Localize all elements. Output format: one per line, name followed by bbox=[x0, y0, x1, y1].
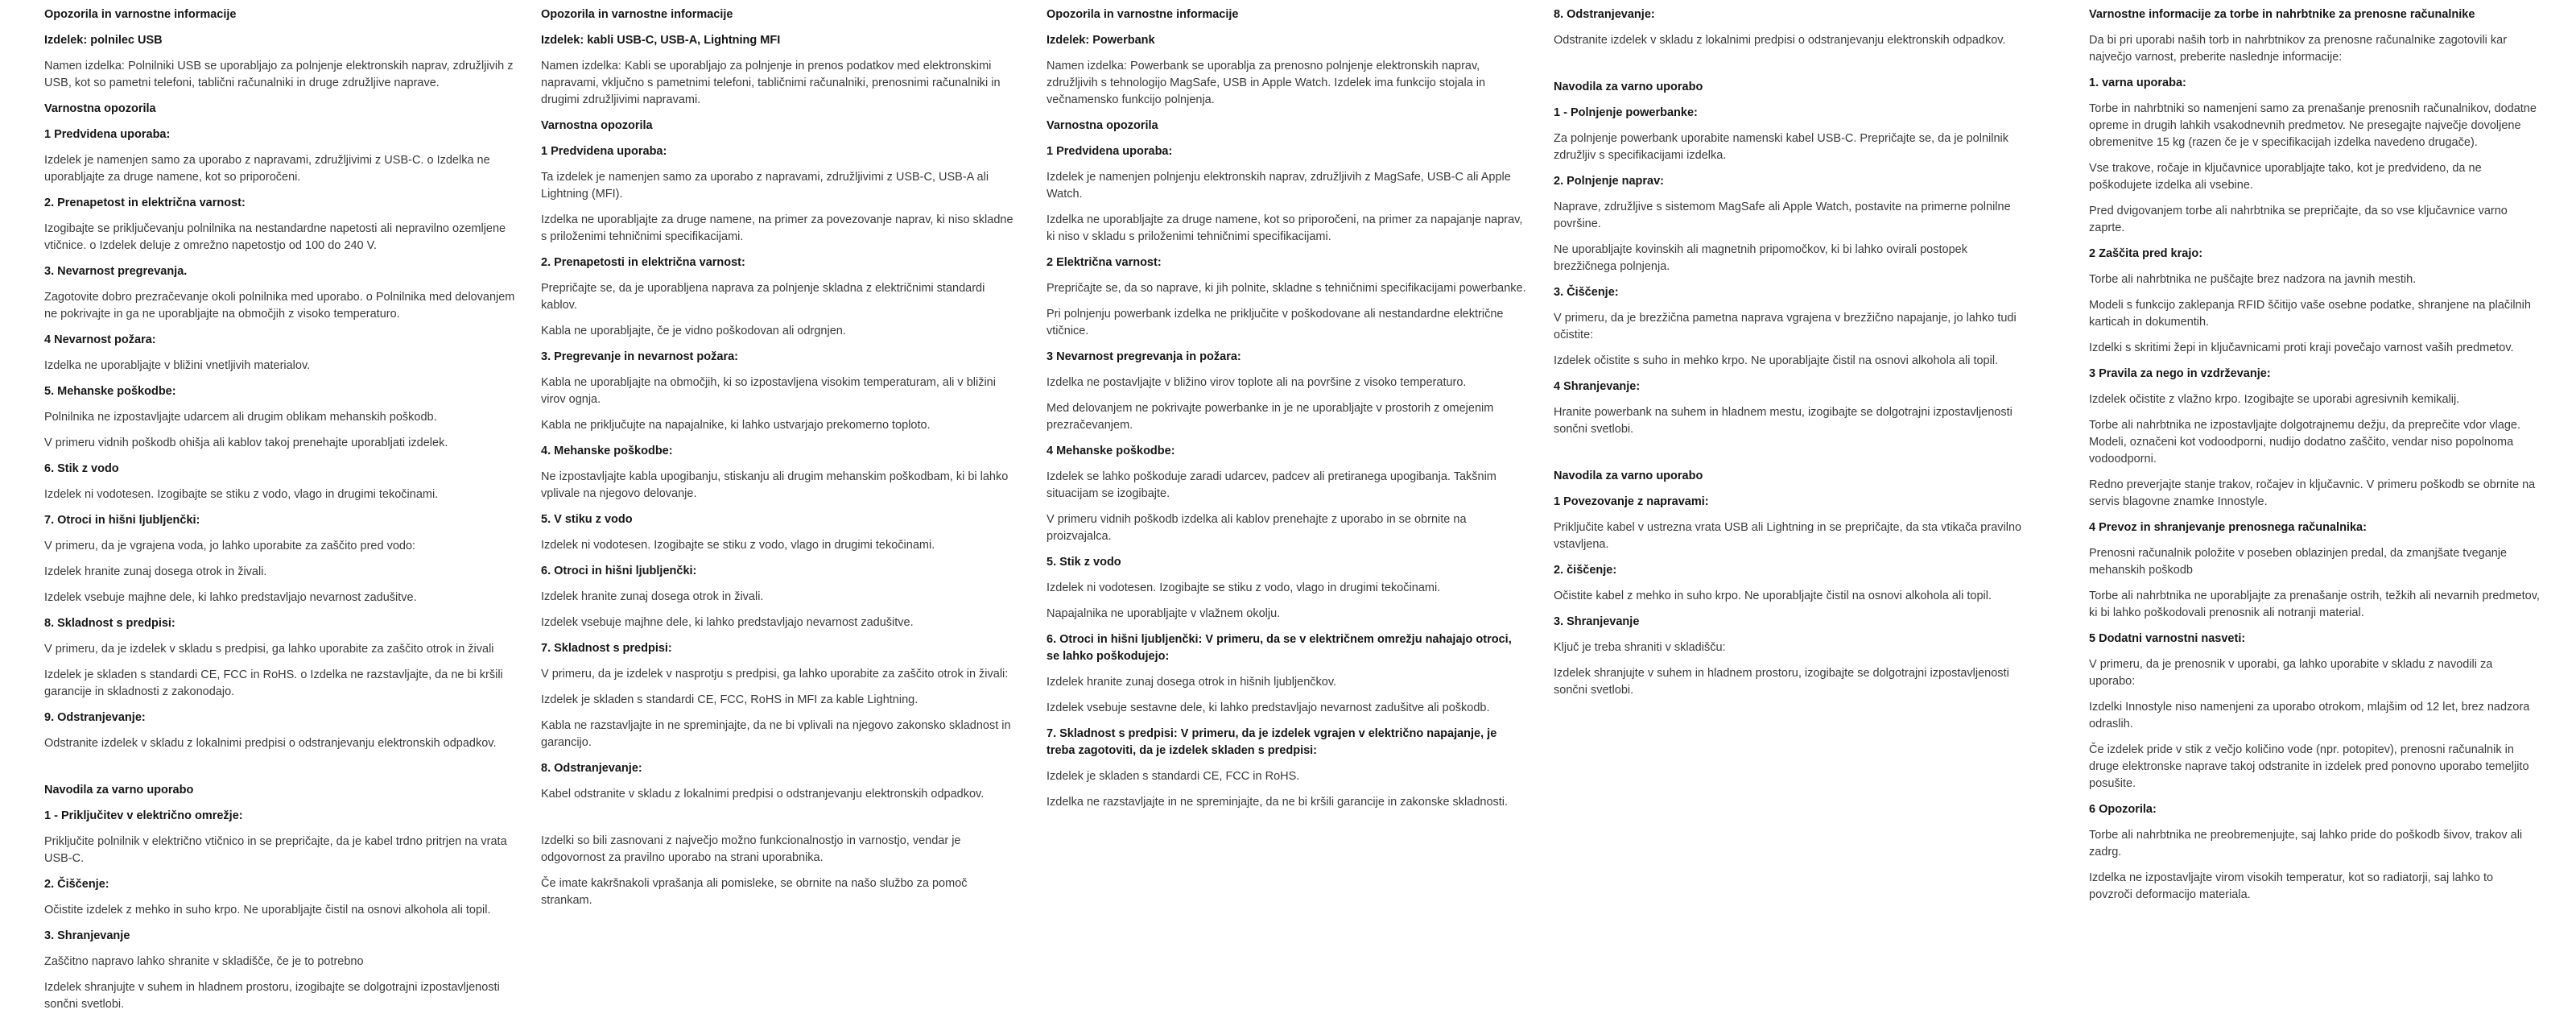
paragraph: Izdelek je namenjen polnjenju elektronskih naprav, združljivih z MagSafe, USB-C ali Apple Watch. bbox=[1046, 171, 1511, 201]
section-heading: 6. Stik z vodo bbox=[44, 462, 119, 475]
paragraph: Polnilnika ne izpostavljajte udarcem ali drugim oblikam mehanskih poškodb. bbox=[44, 411, 437, 424]
section-heading: 4 Shranjevanje: bbox=[1554, 380, 1641, 393]
paragraph: Izdelek očistite s suho in mehko krpo. Ne uporabljajte čistil na osnovi alkohola ali topil. bbox=[1554, 354, 1999, 367]
paragraph: Redno preverjajte stanje trakov, ročajev in ključavnic. V primeru poškodb se obrnite na servis blagovne znamke Innostyle. bbox=[2089, 478, 2536, 508]
paragraph: Torbe in nahrbtniki so namenjeni samo za prenašanje prenosnih računalnikov, dodatne opreme in drugih lahkih vsakodnevnih predmetov. Ne presegajte največje dovoljene obremenitve 15 kg (razen če je v specifikacijah izdelka navedeno drugače). bbox=[2089, 102, 2537, 149]
paragraph: Naprave, združljive s sistemom MagSafe ali Apple Watch, postavite na primerne polnilne površine. bbox=[1554, 201, 2011, 230]
column-powerbank bbox=[1046, 6, 1526, 820]
paragraph: Izdelka ne postavljajte v bližino virov toplote ali na površine z visoko temperaturo. bbox=[1046, 376, 1467, 389]
paragraph: Izdelek ni vodotesen. Izogibajte se stiku z vodo, vlago in drugimi tekočinami. bbox=[44, 488, 439, 501]
paragraph: Očistite izdelek z mehko in suho krpo. Ne uporabljajte čistil na osnovi alkohola ali topil. bbox=[44, 904, 491, 916]
section-heading: Varnostne informacije za torbe in nahrbtnike za prenosne računalnike bbox=[2089, 8, 2475, 21]
section-gap bbox=[44, 761, 518, 782]
section-heading: Izdelek: kabli USB-C, USB-A, Lightning MFI bbox=[541, 34, 781, 47]
section-heading: 8. Odstranjevanje: bbox=[541, 762, 642, 775]
section-heading: 4 Nevarnost požara: bbox=[44, 333, 156, 346]
paragraph: Priključite polnilnik v električno vtičnico in se prepričajte, da je kabel trdno pritrjen na vrata USB-C. bbox=[44, 835, 507, 865]
section-heading: 3. Čiščenje: bbox=[1554, 286, 1619, 299]
paragraph: Vse trakove, ročaje in ključavnice uporabljajte tako, kot je predvideno, da ne poškodujete izdelka ali vsebine. bbox=[2089, 162, 2482, 192]
paragraph: V primeru, da je prenosnik v uporabi, ga lahko uporabite v skladu z navodili za uporabo: bbox=[2089, 658, 2493, 688]
paragraph: Med delovanjem ne pokrivajte powerbanke in je ne uporabljajte v prostorih z omejenim prezračevanjem. bbox=[1046, 402, 1494, 432]
paragraph: Torbe ali nahrbtnika ne puščajte brez nadzora na javnih mestih. bbox=[2089, 273, 2417, 286]
paragraph: Kabla ne uporabljajte, če je vidno poškodovan ali odrgnjen. bbox=[541, 325, 846, 337]
paragraph: Torbe ali nahrbtnika ne izpostavljajte dolgotrajnemu dežju, da preprečite vdor vlage. Modeli, označeni kot vodoodporni, nudijo dodatno zaščito, vendar niso popolnoma vodoodporni. bbox=[2089, 419, 2521, 465]
section-heading: 2. čiščenje: bbox=[1554, 564, 1617, 577]
section-heading: 2 Električna varnost: bbox=[1046, 256, 1162, 269]
paragraph: Izdelka ne uporabljajte za druge namene, kot so priporočeni, na primer za napajanje naprav, ki niso v skladu s priloženimi tehničnimi specifikacijami. bbox=[1046, 213, 1523, 243]
paragraph: V primeru, da je brezžična pametna naprava vgrajena v brezžično napajanje, jo lahko tudi očistite: bbox=[1554, 312, 2017, 341]
section-heading: 5 Dodatni varnostni nasveti: bbox=[2089, 632, 2246, 645]
paragraph: Pred dvigovanjem torbe ali nahrbtnika se prepričajte, da so vse ključavnice varno zaprte. bbox=[2089, 205, 2508, 234]
paragraph: Izdelek shranjujte v suhem in hladnem prostoru, izogibajte se dolgotrajni izpostavljenosti sončni svetlobi. bbox=[44, 981, 500, 1011]
section-heading: 8. Skladnost s predpisi: bbox=[44, 617, 175, 630]
paragraph: V primeru, da je izdelek v skladu s predpisi, ga lahko uporabite za zaščito otrok in živali bbox=[44, 643, 494, 656]
paragraph: Izdelek hranite zunaj dosega otrok in živali. bbox=[44, 565, 267, 578]
paragraph: Če izdelek pride v stik z večjo količino vode (npr. potopitev), prenosni računalnik in druge elektronske naprave takoj odstranite in izdelek pred ponovno uporabo temeljito posušite. bbox=[2089, 743, 2529, 790]
paragraph: Kabla ne priključujte na napajalnike, ki lahko ustvarjajo prekomerno toploto. bbox=[541, 419, 931, 432]
paragraph: Izdelek je skladen s standardi CE, FCC, RoHS in MFI za kable Lightning. bbox=[541, 693, 919, 706]
section-heading: 2. Čiščenje: bbox=[44, 878, 109, 891]
section-gap bbox=[541, 812, 1018, 833]
section-heading: 3. Nevarnost pregrevanja. bbox=[44, 265, 188, 278]
section-heading: 4 Prevoz in shranjevanje prenosnega računalnika: bbox=[2089, 521, 2367, 534]
paragraph: Izdelek je skladen s standardi CE, FCC in RoHS. o Izdelka ne razstavljajte, da ne bi kršili garancije in skladnosti z zakonodajo. bbox=[44, 668, 503, 698]
paragraph: Zagotovite dobro prezračevanje okoli polnilnika med uporabo. o Polnilnika med delovanjem ne pokrivajte in ga ne uporabljajte na območjih z visoko temperaturo. bbox=[44, 291, 515, 321]
section-heading: 2. Prenapetosti in električna varnost: bbox=[541, 256, 745, 269]
paragraph: V primeru vidnih poškodb izdelka ali kablov prenehajte z uporabo in se obrnite na proizvajalca. bbox=[1046, 513, 1467, 543]
paragraph: Namen izdelka: Polnilniki USB se uporabljajo za polnjenje elektronskih naprav, združljivih z USB, kot so pametni telefoni, tablični računalniki in druge združljive naprave. bbox=[44, 60, 514, 89]
column-laptop-bags bbox=[2089, 6, 2540, 912]
paragraph: Zaščitno napravo lahko shranite v skladišče, če je to potrebno bbox=[44, 955, 364, 968]
section-heading: 5. Stik z vodo bbox=[1046, 556, 1121, 569]
paragraph: Izdelek se lahko poškoduje zaradi udarcev, padcev ali pretiranega upogibanja. Takšnim situacijam se izogibajte. bbox=[1046, 470, 1496, 500]
paragraph: Izdelek ni vodotesen. Izogibajte se stiku z vodo, vlago in drugimi tekočinami. bbox=[1046, 581, 1441, 594]
section-heading: 1. varna uporaba: bbox=[2089, 77, 2186, 89]
section-heading: 6. Otroci in hišni ljubljenčki: bbox=[541, 565, 697, 577]
paragraph: Torbe ali nahrbtnika ne uporabljajte za prenašanje ostrih, težkih ali nevarnih predmetov, ki bi lahko poškodovali prenosnik ali notranji material. bbox=[2089, 590, 2540, 619]
column-usb-charger bbox=[44, 6, 518, 1022]
section-heading: 1 - Priključitev v električno omrežje: bbox=[44, 809, 243, 822]
section-heading: Varnostna opozorila bbox=[541, 119, 653, 132]
paragraph: Pri polnjenju powerbank izdelka ne priključite v poškodovane ali nestandardne električne vtičnice. bbox=[1046, 308, 1504, 337]
paragraph: V primeru vidnih poškodb ohišja ali kablov takoj prenehajte uporabljati izdelek. bbox=[44, 437, 448, 449]
paragraph: Odstranite izdelek v skladu z lokalnimi predpisi o odstranjevanju elektronskih odpadkov. bbox=[44, 737, 497, 750]
paragraph: Izdelki s skritimi žepi in ključavnicami proti kraji povečajo varnost vaših predmetov. bbox=[2089, 341, 2514, 354]
section-heading: 5. V stiku z vodo bbox=[541, 513, 633, 526]
section-heading: 3 Pravila za nego in vzdrževanje: bbox=[2089, 367, 2271, 380]
section-heading: 2. Prenapetost in električna varnost: bbox=[44, 197, 246, 209]
paragraph: Izdelek očistite z vlažno krpo. Izogibajte se uporabi agresivnih kemikalij. bbox=[2089, 393, 2460, 406]
section-heading: Izdelek: polnilec USB bbox=[44, 34, 163, 47]
paragraph: Da bi pri uporabi naših torb in nahrbtnikov za prenosne računalnike zagotovili kar največjo varnost, preberite naslednje informacije: bbox=[2089, 34, 2508, 64]
paragraph: Prepričajte se, da je uporabljena naprava za polnjenje skladna z električnimi standardi kablov. bbox=[541, 282, 985, 312]
paragraph: Hranite powerbank na suhem in hladnem mestu, izogibajte se dolgotrajni izpostavljenosti sončni svetlobi. bbox=[1554, 406, 2013, 436]
section-heading: 1 Predvidena uporaba: bbox=[1046, 145, 1173, 158]
section-heading: 7. Otroci in hišni ljubljenčki: bbox=[44, 514, 200, 527]
section-heading: 3. Shranjevanje bbox=[1554, 615, 1640, 628]
paragraph: Izdelka ne razstavljajte in ne spreminjajte, da ne bi kršili garancije in zakonske skladnosti. bbox=[1046, 796, 1509, 809]
section-heading: 1 Predvidena uporaba: bbox=[541, 145, 667, 158]
paragraph: Izdelka ne uporabljajte za druge namene, na primer za povezovanje naprav, ki niso skladne s priloženimi tehničnimi specifikacijami. bbox=[541, 213, 1013, 243]
section-heading: 5. Mehanske poškodbe: bbox=[44, 385, 176, 398]
paragraph: Napajalnika ne uporabljajte v vlažnem okolju. bbox=[1046, 607, 1281, 620]
paragraph: Izdelek hranite zunaj dosega otrok in živali. bbox=[541, 590, 764, 603]
paragraph: Izdelek vsebuje majhne dele, ki lahko predstavljajo nevarnost zadušitve. bbox=[44, 591, 417, 604]
section-heading: Opozorila in varnostne informacije bbox=[44, 8, 237, 21]
paragraph: Očistite kabel z mehko in suho krpo. Ne uporabljajte čistil na osnovi alkohola ali topil. bbox=[1554, 590, 1992, 602]
paragraph: Kabel odstranite v skladu z lokalnimi predpisi o odstranjevanju elektronskih odpadkov. bbox=[541, 788, 985, 801]
column-powerbank-usage bbox=[1554, 6, 2030, 708]
paragraph: Namen izdelka: Kabli se uporabljajo za polnjenje in prenos podatkov med elektronskimi napravami, vključno s pametnimi telefoni, tabličnimi računalniki, prenosnimi računalniki in drugimi združljivimi napravami. bbox=[541, 60, 1001, 106]
paragraph: V primeru, da je vgrajena voda, jo lahko uporabite za zaščito pred vodo: bbox=[44, 540, 416, 552]
section-heading: Izdelek: Powerbank bbox=[1046, 34, 1155, 47]
paragraph: Izdelek je skladen s standardi CE, FCC in RoHS. bbox=[1046, 770, 1300, 783]
paragraph: Izdelek vsebuje majhne dele, ki lahko predstavljajo nevarnost zadušitve. bbox=[541, 616, 914, 629]
section-heading: Varnostna opozorila bbox=[1046, 119, 1158, 132]
section-heading: Navodila za varno uporabo bbox=[44, 784, 194, 796]
paragraph: Izdelek ni vodotesen. Izogibajte se stiku z vodo, vlago in drugimi tekočinami. bbox=[541, 539, 935, 552]
section-heading: 1 - Polnjenje powerbanke: bbox=[1554, 106, 1698, 119]
section-heading: 1 Predvidena uporaba: bbox=[44, 128, 171, 141]
section-heading: Opozorila in varnostne informacije bbox=[1046, 8, 1239, 21]
paragraph: Torbe ali nahrbtnika ne preobremenjujte, saj lahko pride do poškodb šivov, trakov ali zadrg. bbox=[2089, 829, 2523, 859]
paragraph: Modeli s funkcijo zaklepanja RFID ščitijo vaše osebne podatke, shranjene na plačilnih karticah in dokumentih. bbox=[2089, 299, 2531, 329]
section-heading: 1 Povezovanje z napravami: bbox=[1554, 495, 1709, 508]
section-heading: 2. Polnjenje naprav: bbox=[1554, 175, 1664, 188]
paragraph: Kabla ne uporabljajte na območjih, ki so izpostavljena visokim temperaturam, ali v bližini virov ognja. bbox=[541, 376, 996, 406]
section-heading: 6. Otroci in hišni ljubljenčki: V primeru, da se v električnem omrežju nahajajo otroci, se lahko poškodujejo: bbox=[1046, 633, 1512, 663]
section-heading: Varnostna opozorila bbox=[44, 102, 156, 115]
section-heading: 3. Shranjevanje bbox=[44, 929, 130, 942]
paragraph: Izdelek je namenjen samo za uporabo z napravami, združljivimi z USB-C. o Izdelka ne uporabljajte za druge namene, kot so priporočeni. bbox=[44, 154, 490, 184]
section-heading: 3 Nevarnost pregrevanja in požara: bbox=[1046, 350, 1241, 363]
paragraph: Izogibajte se priključevanju polnilnika na nestandardne napetosti ali nepravilno ozemljene vtičnice. o Izdelek deluje z omrežno napetostjo od 100 do 240 V. bbox=[44, 222, 506, 252]
column-cables bbox=[541, 6, 1018, 918]
section-heading: 7. Skladnost s predpisi: bbox=[541, 642, 672, 655]
section-heading: 4 Mehanske poškodbe: bbox=[1046, 445, 1175, 457]
paragraph: Izdelek hranite zunaj dosega otrok in hišnih ljubljenčkov. bbox=[1046, 676, 1337, 689]
paragraph: Priključite kabel v ustrezna vrata USB ali Lightning in se prepričajte, da sta vtikača pravilno vstavljena. bbox=[1554, 521, 2022, 551]
section-heading: 8. Odstranjevanje: bbox=[1554, 8, 1655, 21]
paragraph: Prepričajte se, da so naprave, ki jih polnite, skladne s tehničnimi specifikacijami powerbanke. bbox=[1046, 282, 1526, 295]
paragraph: Odstranite izdelek v skladu z lokalnimi predpisi o odstranjevanju elektronskih odpadkov. bbox=[1554, 34, 2006, 47]
paragraph: Izdelek vsebuje sestavne dele, ki lahko predstavljajo nevarnost zadušitve ali poškodb. bbox=[1046, 701, 1490, 714]
paragraph: V primeru, da je izdelek v nasprotju s predpisi, ga lahko uporabite za zaščito otrok in živali: bbox=[541, 668, 1009, 681]
paragraph: Izdelki so bili zasnovani z največjo možno funkcionalnostjo in varnostjo, vendar je odgovornost za pravilno uporabo na strani uporabnika. bbox=[541, 834, 961, 864]
section-gap bbox=[1554, 447, 2030, 468]
paragraph: Izdelek shranjujte v suhem in hladnem prostoru, izogibajte se dolgotrajni izpostavljenosti sončni svetlobi. bbox=[1554, 667, 2009, 697]
paragraph: Ne izpostavljajte kabla upogibanju, stiskanju ali drugim mehanskim poškodbam, ki bi lahko vplivale na njegovo delovanje. bbox=[541, 470, 1009, 500]
section-heading: 3. Pregrevanje in nevarnost požara: bbox=[541, 350, 738, 363]
paragraph: Izdelka ne izpostavljajte virom visokih temperatur, kot so radiatorji, saj lahko to povzroči deformacijo materiala. bbox=[2089, 871, 2494, 901]
section-heading: Opozorila in varnostne informacije bbox=[541, 8, 733, 21]
paragraph: Ključ je treba shraniti v skladišču: bbox=[1554, 641, 1726, 654]
section-heading: 4. Mehanske poškodbe: bbox=[541, 445, 673, 457]
section-heading: 9. Odstranjevanje: bbox=[44, 711, 146, 724]
paragraph: Kabla ne razstavljajte in ne spreminjajte, da ne bi vplivali na njegovo zakonsko skladnost in garancijo. bbox=[541, 719, 1011, 749]
paragraph: Ta izdelek je namenjen samo za uporabo z napravami, združljivimi z USB-C, USB-A ali Lightning (MFI). bbox=[541, 171, 989, 201]
paragraph: Izdelka ne uporabljajte v bližini vnetljivih materialov. bbox=[44, 359, 311, 372]
section-heading: 7. Skladnost s predpisi: V primeru, da je izdelek vgrajen v električno napajanje, je treba zagotoviti, da je izdelek skladen s predpisi: bbox=[1046, 727, 1497, 757]
paragraph: Ne uporabljajte kovinskih ali magnetnih pripomočkov, ki bi lahko ovirali postopek brezžičnega polnjenja. bbox=[1554, 243, 1967, 273]
section-gap bbox=[1554, 58, 2030, 79]
section-heading: Navodila za varno uporabo bbox=[1554, 81, 1703, 93]
section-heading: 2 Zaščita pred krajo: bbox=[2089, 247, 2203, 260]
paragraph: Za polnjenje powerbank uporabite namenski kabel USB-C. Prepričajte se, da je polnilnik združljiv s specifikacijami izdelka. bbox=[1554, 132, 2009, 162]
paragraph: Izdelki Innostyle niso namenjeni za uporabo otrokom, mlajšim od 12 let, brez nadzora odraslih. bbox=[2089, 701, 2530, 730]
paragraph: Prenosni računalnik položite v poseben oblazinjen predal, da zmanjšate tveganje mehanskih poškodb bbox=[2089, 547, 2508, 577]
paragraph: Namen izdelka: Powerbank se uporablja za prenosno polnjenje elektronskih naprav, združljivih s tehnologijo MagSafe, USB in Apple Watch. Izdelek ima funkcijo stojala in večnamensko funkcijo polnjenja. bbox=[1046, 60, 1486, 106]
section-heading: 6 Opozorila: bbox=[2089, 803, 2157, 816]
section-heading: Navodila za varno uporabo bbox=[1554, 470, 1703, 482]
paragraph: Če imate kakršnakoli vprašanja ali pomisleke, se obrnite na našo službo za pomoč strankam. bbox=[541, 877, 968, 907]
